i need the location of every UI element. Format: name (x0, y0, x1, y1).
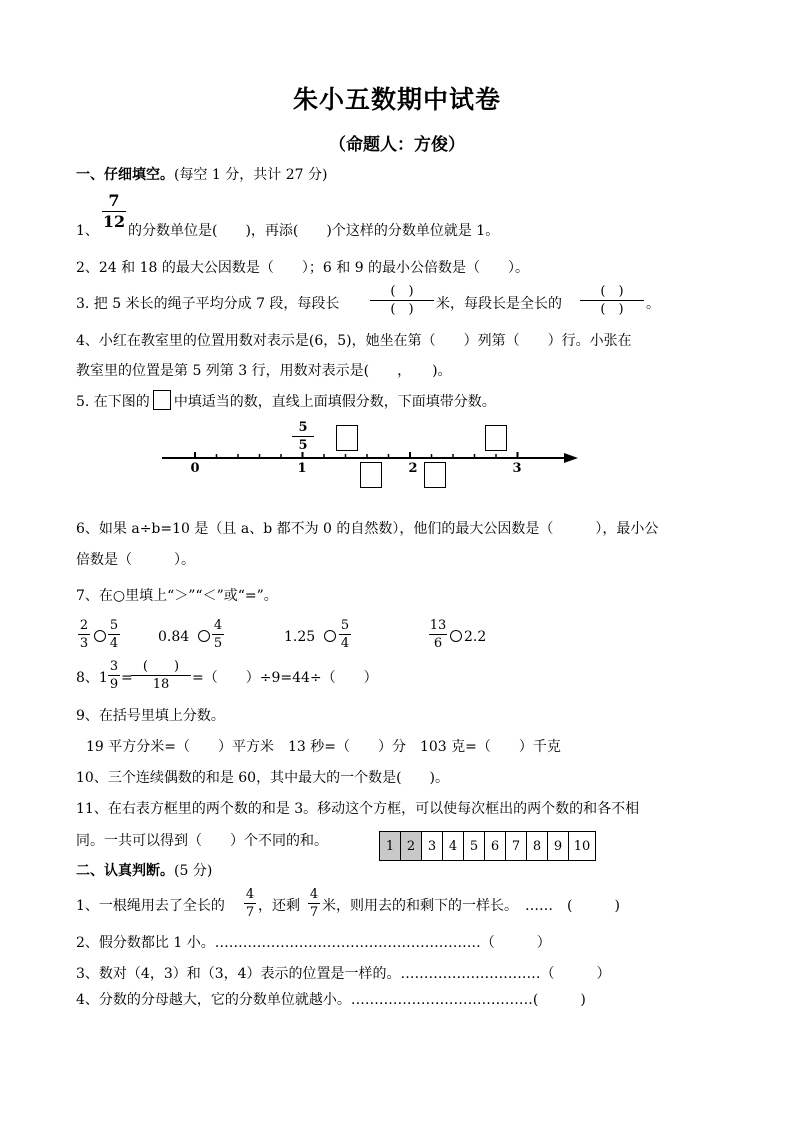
q9-text: 9、在括号里填上分数。 (76, 708, 225, 724)
j2-text: 2、假分数都比 1 小。…………………………………………………（ ） (76, 935, 551, 951)
q8-blank-bar (131, 675, 191, 676)
section2-heading: 二、认真判断。 (76, 863, 174, 879)
q3-blank-bar-2 (580, 300, 644, 301)
q8-blank-den: 18 (152, 677, 170, 692)
q3-blank-den-2: ( ) (600, 302, 624, 317)
q7-item2-left: 0.84 (158, 629, 190, 645)
q1-frac-num: 7 (108, 191, 120, 210)
q5-numberline-fraction (292, 420, 314, 453)
q7-item3-b-num: 5 (340, 618, 350, 633)
number-strip-cell: 6 (485, 832, 506, 861)
answer-box-below-2[interactable] (424, 462, 446, 488)
q8-mix-num: 3 (109, 659, 119, 674)
j3-text: 3、数对（4，3）和（3，4）表示的位置是一样的。…………………………（ ） (76, 966, 611, 982)
number-strip-cell: 8 (527, 832, 548, 861)
j1-f1-num: 4 (245, 887, 255, 902)
q7-item1-frac-b (108, 618, 120, 651)
q7-item1-b-num: 5 (109, 618, 119, 633)
tick-label-3: 3 (512, 461, 522, 476)
answer-box-above-1[interactable] (336, 425, 358, 451)
answer-box-icon (153, 390, 171, 410)
number-strip-cell: 10 (569, 832, 596, 861)
answer-box-above-2[interactable] (485, 425, 507, 451)
j1-frac-1 (244, 887, 256, 920)
q7-item4-a-num: 13 (429, 618, 447, 633)
answer-box-below-1[interactable] (360, 462, 382, 488)
number-strip-cell: 4 (443, 832, 464, 861)
q3-blank-num-1: ( ) (390, 284, 414, 299)
number-strip-cell: 7 (506, 832, 527, 861)
q2-text: 2、24 和 18 的最大公因数是（ ）；6 和 9 的最小公倍数是（ ）。 (76, 260, 530, 276)
q7-item2-b-num: 4 (213, 618, 223, 633)
q7-item2-b-den: 5 (213, 636, 223, 651)
q3-blank-num-2: ( ) (600, 284, 624, 299)
q7-item3-b-den: 4 (340, 636, 350, 651)
q4-line1: 4、小红在教室里的位置用数对表示是(6，5)，她坐在第（ ）列第（ ）行。小张在 (76, 333, 632, 349)
q5-nl-frac-den: 5 (298, 438, 308, 453)
q5-row (76, 390, 496, 411)
tick-label-1: 1 (297, 461, 307, 476)
q7-item4-right: 2.2 (464, 629, 487, 645)
number-strip-table (379, 831, 596, 861)
q8-eq: = (121, 670, 133, 686)
q6-line2: 倍数是（ ）。 (76, 552, 195, 568)
q3-blank-fraction-2 (580, 284, 644, 317)
compare-circle-icon (324, 630, 336, 642)
q7-item2-frac-b (212, 618, 224, 651)
q7-item3-left: 1.25 (284, 629, 316, 645)
q3-text-c: 。 (646, 296, 660, 312)
compare-circle-icon (94, 630, 106, 642)
number-strip-cell: 2 (401, 832, 422, 861)
j4-text: 4、分数的分母越大，它的分数单位就越小。…………………………………( ) (76, 992, 586, 1008)
page-subtitle: （命题人：方俊） (329, 135, 465, 155)
q10-text: 10、三个连续偶数的和是 60，其中最大的一个数是( )。 (76, 770, 450, 786)
q8-prefix: 8、1 (76, 670, 108, 686)
q7-item1-circle[interactable] (92, 628, 108, 646)
q3-blank-bar-1 (370, 300, 434, 301)
q11-line2: 同。一共可以得到（ ）个不同的和。 (76, 833, 328, 849)
q8-blank-num: ( ) (142, 659, 180, 674)
number-strip-row (380, 832, 596, 861)
q7-item3-frac-b (339, 618, 351, 651)
j1-f1-bar (244, 903, 256, 904)
tick-label-0: 0 (190, 461, 200, 476)
q7-item4-a-bar (429, 634, 447, 635)
number-line-arrow (564, 453, 578, 463)
q7-item1-b-bar (108, 634, 120, 635)
number-strip-cell: 3 (422, 832, 443, 861)
q8-rest: =（ ）÷9=44÷（ ） (192, 670, 378, 686)
j1-text-a: 1、一根绳用去了全长的 (76, 898, 225, 914)
q9-line: 19 平方分米=（ ）平方米 13 秒=（ ）分 103 克=（ ）千克 (86, 739, 561, 755)
section2-heading-row (76, 862, 212, 880)
number-strip-cell: 1 (380, 832, 401, 861)
q7-item2-circle[interactable] (196, 628, 212, 646)
section1-heading-row (76, 166, 327, 184)
q7-item2-b-bar (212, 634, 224, 635)
q8-blank-frac (131, 659, 191, 692)
j1-f2-num: 4 (309, 887, 319, 902)
j1-f1-den: 7 (245, 905, 255, 920)
q7-item1-a-bar (78, 634, 90, 635)
q8-mixed-frac (108, 659, 120, 692)
section1-note: (每空 1 分，共计 27 分) (174, 167, 328, 183)
j1-f2-den: 7 (309, 905, 319, 920)
q3-text-a: 3. 把 5 米长的绳子平均分成 7 段，每段长 (76, 296, 340, 312)
q1-prefix: 1、 (76, 223, 99, 239)
q7-item1-a-den: 3 (79, 636, 89, 651)
q8-mix-bar (108, 675, 120, 676)
tick-label-2: 2 (408, 461, 418, 476)
q5-nl-frac-num: 5 (298, 420, 308, 435)
q3-text-b: 米，每段长是全长的 (436, 296, 562, 312)
q7-item4-a-den: 6 (433, 636, 443, 651)
section1-heading: 一、仔细填空。 (76, 167, 174, 183)
q5-text-b: 中填适当的数，直线上面填假分数，下面填带分数。 (173, 394, 496, 410)
number-strip-cell: 5 (464, 832, 485, 861)
q11-line1: 11、在右表方框里的两个数的和是 3。移动这个方框，可以使每次框出的两个数的和各不相 (76, 801, 640, 817)
q5-text-a: 5. 在下图的 (76, 394, 150, 410)
j1-text-c: 米，则用去的和剩下的一样长。 …… ( ) (322, 898, 620, 914)
q1-fraction (102, 192, 126, 231)
q7-item1-a-num: 2 (79, 618, 89, 633)
q4-line2: 教室里的位置是第 5 列第 3 行，用数对表示是( ， )。 (76, 363, 452, 379)
q7-item3-b-bar (339, 634, 351, 635)
j1-text-b: ，还剩 (258, 898, 300, 914)
q7-item1-b-den: 4 (109, 636, 119, 651)
q6-line1: 6、如果 a÷b=10 是（且 a、b 都不为 0 的自然数），他们的最大公因数是（ ），最小公 (76, 521, 659, 537)
q3-blank-den-1: ( ) (390, 302, 414, 317)
q8-mix-den: 9 (109, 677, 119, 692)
q7-item4-circle[interactable] (448, 628, 464, 646)
number-strip-cell: 9 (548, 832, 569, 861)
page-title: 朱小五数期中试卷 (292, 85, 501, 114)
q1-frac-den: 12 (102, 212, 126, 231)
j1-f2-bar (308, 903, 320, 904)
q7-item4-frac-a (429, 618, 447, 651)
q3-blank-fraction-1 (370, 284, 434, 317)
q7-item1-frac-a (78, 618, 90, 651)
q5-nl-frac-bar (292, 436, 314, 437)
q7-text: 7、在○里填上“＞”“＜”或“=”。 (76, 588, 278, 604)
section2-note: (5 分) (174, 863, 213, 879)
j1-frac-2 (308, 887, 320, 920)
compare-circle-icon (450, 630, 462, 642)
compare-circle-icon (198, 630, 210, 642)
q7-item3-circle[interactable] (322, 628, 338, 646)
q1-text: 的分数单位是( )，再添( )个这样的分数单位就是 1。 (128, 223, 500, 239)
